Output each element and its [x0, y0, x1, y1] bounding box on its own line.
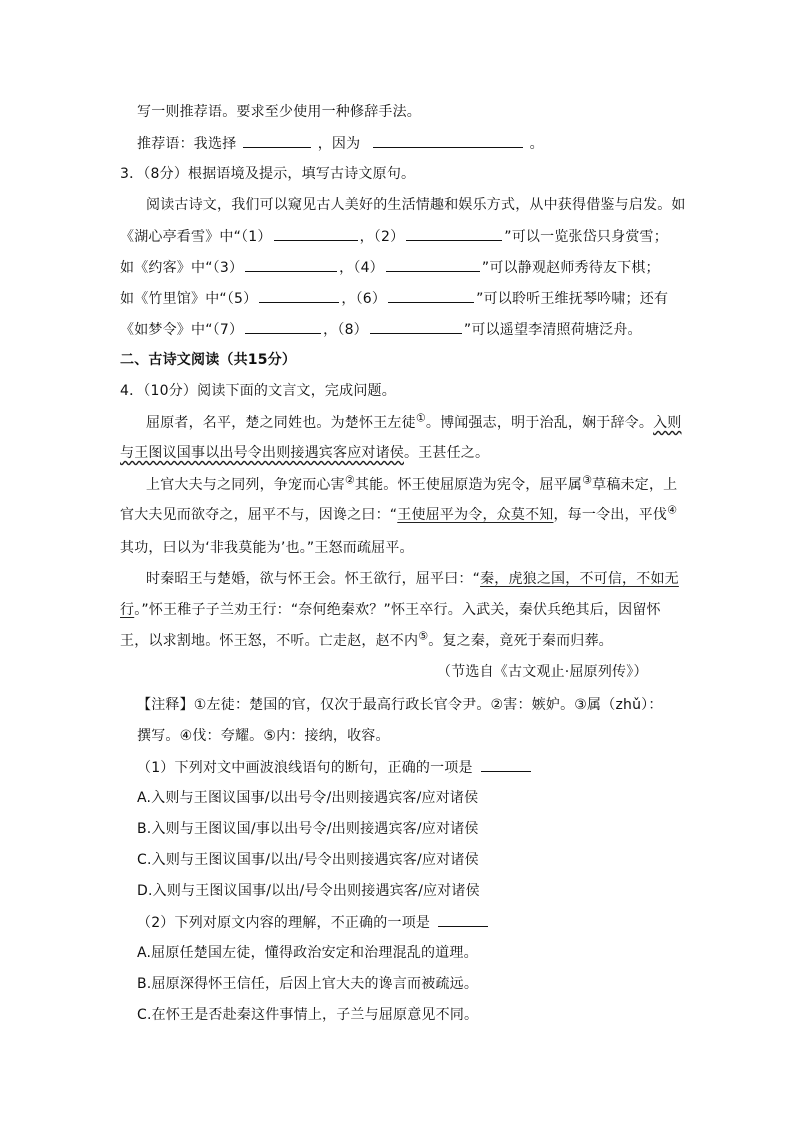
q3-line-3: [120, 257, 660, 278]
sub-question-2: [137, 912, 490, 933]
q3-text: ，（6）: [341, 291, 387, 307]
passage-line-3: [146, 475, 677, 495]
answer-blank-2[interactable]: [406, 226, 502, 241]
passage-text: 其能。怀王使屈原造为宪令，屈平属: [354, 477, 583, 493]
passage-text: 上官大夫与之同列，争宠而心害: [146, 477, 345, 493]
q3-text: ”可以聆听王维抚琴吟啸；还有: [476, 291, 669, 307]
intro-line: 写一则推荐语。要求至少使用一种修辞手法。: [137, 104, 421, 120]
q4-header: 4．（10分）阅读下面的文言文，完成问题。: [120, 383, 396, 399]
q3-text: 如《竹里馆》中“（5）: [120, 291, 258, 307]
q3-line-4: [120, 288, 668, 309]
passage-source: （节选自《古文观止·屈原列传》）: [437, 664, 648, 680]
passage-line-7: [120, 600, 661, 620]
q3-text: ，（2）: [359, 229, 405, 245]
passage-text: 草稿未定，上: [592, 477, 678, 493]
passage-text: 。”怀王稚子子兰劝王行：“奈何绝秦欢？”怀王卒行。入武关，秦伏兵绝其后，因留怀: [134, 602, 661, 618]
footnote-mark: ④: [667, 503, 678, 517]
notes-line-2: 撰写。④伐：夸耀。⑤内：接纳，收容。: [137, 728, 390, 744]
passage-text: 时秦昭王与楚婚，欲与怀王会。怀王欲行，屈平曰：“: [146, 571, 481, 587]
passage-line-6: [146, 569, 679, 589]
passage-text: 。博闻强志，明于治乱，娴于辞令。: [425, 415, 654, 431]
underlined-text: 王使屈平为令，众莫不知: [397, 507, 554, 523]
option-b[interactable]: B.屈原深得怀王信任，后因上官大夫的谗言而被疏远。: [137, 976, 479, 992]
recommendation-line: [137, 133, 544, 154]
footnote-mark: ②: [344, 473, 355, 487]
rec-mid: ，因为: [317, 136, 361, 152]
footnote-mark: ③: [582, 473, 593, 487]
option-b[interactable]: B.入则与王图议国/事以出号令/出则接遇宾客/应对诸侯: [137, 821, 479, 837]
q3-text: ”可以遥望李清照荷塘泛舟。: [463, 322, 642, 338]
answer-blank-1[interactable]: [274, 226, 358, 241]
rec-blank-2[interactable]: [373, 133, 523, 148]
q3-header: 3．（8分）根据语境及提示，填写古诗文原句。: [120, 166, 416, 182]
passage-text: ，每一令出，平伐: [553, 507, 668, 523]
option-d[interactable]: D.入则与王图议国事/以出/号令出则接遇宾客/应对诸侯: [137, 883, 480, 899]
underlined-text: 行: [120, 602, 135, 618]
sub-question-1: [137, 757, 533, 778]
footnote-mark: ①: [415, 411, 426, 425]
rec-blank-1[interactable]: [243, 133, 311, 148]
rec-end: 。: [529, 136, 544, 152]
answer-blank-4[interactable]: [386, 257, 480, 272]
answer-blank-sub2[interactable]: [438, 912, 488, 927]
option-a[interactable]: A.屈原任楚国左徒，懂得政治安定和治理混乱的道理。: [137, 945, 478, 961]
option-a[interactable]: A.入则与王图议国事/以出号令/出则接遇宾客/应对诸侯: [137, 790, 479, 806]
q3-text: ，（4）: [339, 260, 384, 276]
sub-question-text: （2）下列对原文内容的理解，不正确的一项是: [137, 915, 431, 931]
passage-text: 。复之秦，竟死于秦而归葬。: [428, 633, 613, 649]
q3-text: 《湖心亭看雪》中“（1）: [120, 229, 272, 245]
rec-prefix: 推荐语：我选择: [137, 136, 237, 152]
q3-text: 如《约客》中“（3）: [120, 260, 244, 276]
passage-line-4: [120, 505, 677, 525]
wavy-underlined-text: 入则: [653, 415, 682, 431]
footnote-mark: ⑤: [418, 629, 429, 643]
section-title: 二、古诗文阅读（共15分）: [120, 352, 297, 368]
passage-line-8: [120, 631, 613, 651]
passage-text: 王，以求割地。怀王怒，不听。亡走赵，赵不内: [120, 633, 419, 649]
answer-blank-3[interactable]: [245, 257, 337, 272]
passage-text: 官大夫见而欲夺之，屈平不与，因谗之曰：“: [120, 507, 398, 523]
q3-line-2: [120, 226, 668, 247]
q3-line-5: [120, 319, 642, 340]
answer-blank-6[interactable]: [388, 288, 474, 303]
option-c[interactable]: C.入则与王图议国事/以出/号令出则接遇宾客/应对诸侯: [137, 852, 479, 868]
passage-text: 屈原者，名平，楚之同姓也。为楚怀王左徒: [146, 415, 416, 431]
passage-line-5: 其功，曰以为‘非我莫能为’也。”王怒而疏屈平。: [120, 540, 414, 556]
underlined-text: 秦，虎狼之国，不可信，不如无: [480, 571, 679, 587]
q3-text: ，（8）: [323, 322, 368, 338]
answer-blank-7[interactable]: [245, 319, 321, 334]
q3-text: ”可以静观赵师秀待友下棋；: [481, 260, 660, 276]
answer-blank-sub1[interactable]: [481, 757, 531, 772]
passage-line-2: [120, 443, 489, 463]
notes-line-1: 【注释】①左徒：楚国的官，仅次于最高行政长官令尹。②害：嫉妒。③属（zhǔ）：: [137, 697, 663, 713]
wavy-underlined-text: 与王图议国事以出号令出则接遇宾客应对诸侯: [120, 445, 404, 461]
option-c[interactable]: C.在怀王是否赴秦这件事情上，子兰与屈原意见不同。: [137, 1007, 479, 1023]
sub-question-text: （1）下列对文中画波浪线语句的断句，正确的一项是: [137, 760, 473, 776]
q3-text: ”可以一览张岱只身赏雪；: [504, 229, 668, 245]
q3-text: 《如梦令》中“（7）: [120, 322, 244, 338]
passage-text: 。王甚任之。: [404, 445, 490, 461]
answer-blank-5[interactable]: [259, 288, 339, 303]
passage-line-1: [146, 413, 681, 433]
q3-line-1: 阅读古诗文，我们可以窥见古人美好的生活情趣和娱乐方式，从中获得借鉴与启发。如: [146, 197, 686, 213]
answer-blank-8[interactable]: [370, 319, 462, 334]
